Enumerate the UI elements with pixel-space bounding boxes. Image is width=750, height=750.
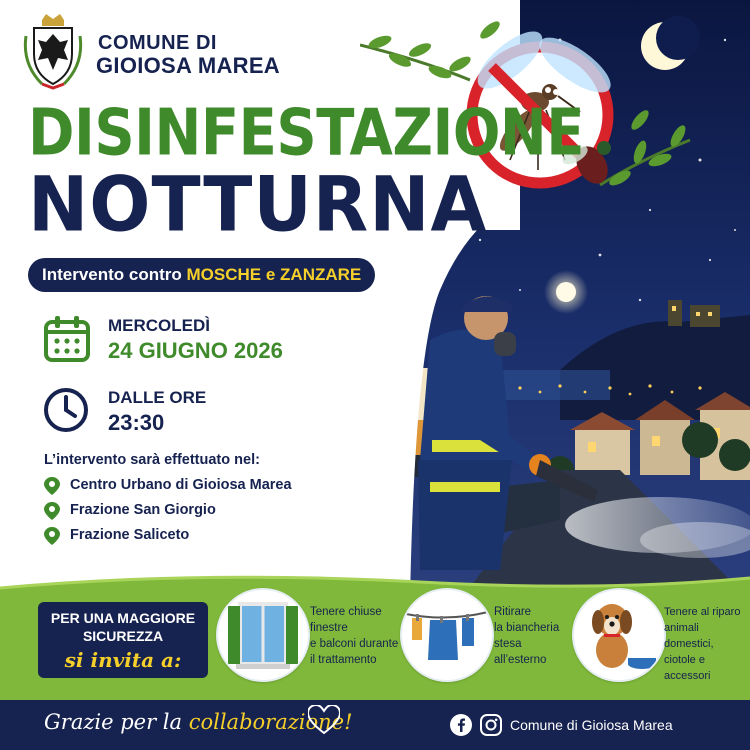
comune-name: GIOIOSA MAREA — [96, 53, 280, 78]
date-weekday: MERCOLEDÌ — [108, 316, 210, 335]
cta-line1: PER UNA MAGGIORE — [50, 610, 196, 626]
tip-laundry-text — [494, 604, 559, 668]
tip-line: Tenere chiuse — [310, 606, 382, 618]
tip-line: Ritirare — [494, 606, 532, 618]
facebook-icon[interactable] — [450, 714, 472, 736]
locations-list — [44, 474, 292, 549]
tip-line: accessori — [664, 670, 711, 682]
location-item — [44, 524, 292, 549]
heart-icon — [308, 705, 340, 735]
clock-icon — [42, 386, 90, 434]
tip-line: la biancheria — [494, 622, 560, 634]
thanks-message — [44, 710, 353, 734]
location-item — [44, 499, 292, 524]
tip-laundry-circle — [400, 588, 494, 682]
dog-icon — [574, 590, 664, 680]
tip-dog-text — [664, 604, 750, 684]
location-pin-icon — [44, 527, 60, 545]
laundry-icon — [402, 590, 492, 680]
tip-line: ciotole e — [664, 654, 705, 666]
instagram-icon[interactable] — [480, 714, 502, 736]
subtitle-pill — [28, 258, 375, 292]
social-account-name[interactable]: Comune di Gioiosa Marea — [510, 717, 673, 733]
municipal-crest-icon — [22, 14, 84, 90]
location-label: Frazione Saliceto — [70, 527, 190, 543]
location-label: Frazione San Giorgio — [70, 502, 216, 518]
title-notturna: NOTTURNA — [28, 160, 488, 249]
tip-line: finestre — [310, 622, 348, 634]
comune-label: COMUNE DI — [98, 32, 217, 54]
tip-dog-circle — [572, 588, 666, 682]
tip-line: stesa — [494, 638, 522, 650]
tip-window-circle — [216, 588, 310, 682]
thanks-highlight: collaborazione! — [188, 710, 353, 734]
tip-line: e balconi durante — [310, 638, 399, 650]
tip-line: animali domestici, — [664, 622, 714, 650]
cta-line2: SICUREZZA — [82, 628, 164, 644]
calendar-icon — [42, 314, 92, 364]
cta-line3: si invita a: — [64, 648, 182, 672]
subtitle-prefix: Intervento contro — [42, 265, 187, 284]
location-item — [44, 474, 292, 499]
location-pin-icon — [44, 502, 60, 520]
thanks-prefix: Grazie per la — [44, 710, 189, 734]
cta-box — [38, 602, 208, 678]
time-label: DALLE ORE — [108, 388, 207, 407]
time-value: 23:30 — [108, 410, 165, 435]
title-disinfestazione: DISINFESTAZIONE — [28, 96, 585, 171]
location-pin-icon — [44, 477, 60, 495]
locations-intro: L’intervento sarà effettuato nel: — [44, 452, 260, 468]
tip-line: Tenere al riparo — [664, 606, 741, 618]
tip-line: il trattamento — [310, 654, 377, 666]
location-label: Centro Urbano di Gioiosa Marea — [70, 477, 292, 493]
subtitle-highlight: MOSCHE e ZANZARE — [186, 265, 362, 284]
tip-window-text — [310, 604, 398, 668]
window-icon — [218, 590, 308, 680]
tip-line: all’esterno — [494, 654, 547, 666]
date-value: 24 GIUGNO 2026 — [108, 338, 283, 363]
